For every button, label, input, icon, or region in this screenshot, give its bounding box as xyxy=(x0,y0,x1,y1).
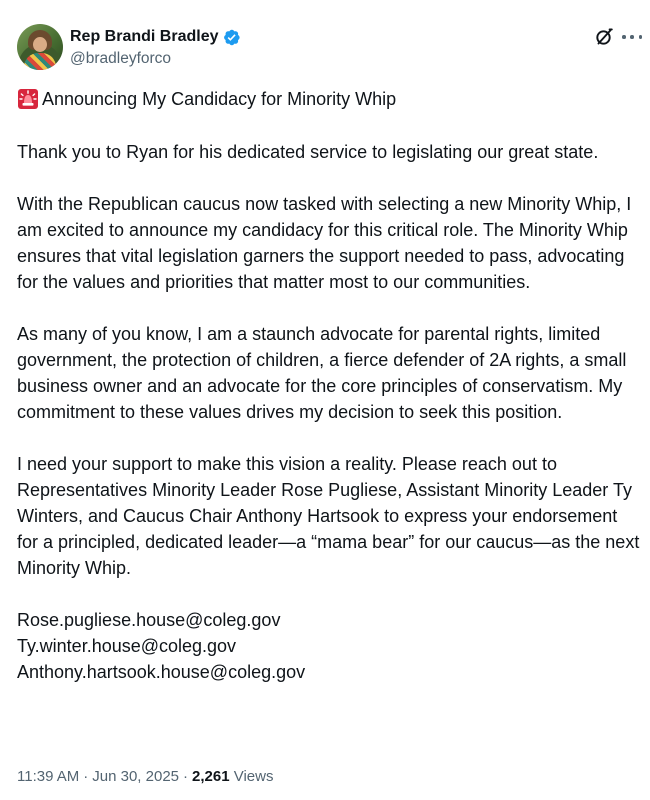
author-name-row xyxy=(70,27,241,47)
author-handle[interactable]: @bradleyforco xyxy=(70,50,172,67)
tweet-headline xyxy=(17,86,642,112)
views-count: 2,261 xyxy=(192,768,230,785)
avatar-shirt xyxy=(24,53,56,70)
avatar-face xyxy=(33,37,47,52)
post-date[interactable]: Jun 30, 2025 xyxy=(92,768,180,785)
email-anthony-hartsook: Anthony.hartsook.house@coleg.gov xyxy=(17,662,306,682)
post-time[interactable]: 11:39 AM xyxy=(17,768,80,785)
rotating-light-emoji-icon xyxy=(17,88,39,110)
grok-icon[interactable] xyxy=(594,27,614,47)
meta-separator: · xyxy=(83,768,89,785)
tweet-meta xyxy=(17,767,273,787)
paragraph-values: As many of you know, I am a staunch advocate for parental rights, limited government, the protection of children, a fierce defender of 2A rights, a small business owner and an advocate for the core principles of conservatism. My commitment to these values drives my decision to seek this position. xyxy=(17,324,627,422)
paragraph-announcement: With the Republican caucus now tasked with selecting a new Minority Whip, I am excited to announce my candidacy for this critical role. The Minority Whip ensures that vital legislation garners the support needed to pass, advocating for the values and priorities that matter most to our communities. xyxy=(17,194,632,292)
views-label: Views xyxy=(233,768,274,785)
more-options-icon[interactable] xyxy=(622,30,642,44)
more-dot xyxy=(639,35,643,39)
email-list xyxy=(17,607,642,685)
more-dot xyxy=(622,35,626,39)
email-ty-winter: Ty.winter.house@coleg.gov xyxy=(17,636,237,656)
tweet-body xyxy=(17,86,642,685)
author-display-name[interactable]: Rep Brandi Bradley xyxy=(70,28,219,45)
paragraph-thanks: Thank you to Ryan for his dedicated service to legislating our great state. xyxy=(17,142,599,162)
verified-badge-icon[interactable] xyxy=(222,28,241,47)
more-dot xyxy=(630,35,634,39)
email-rose-pugliese: Rose.pugliese.house@coleg.gov xyxy=(17,610,281,630)
headline-text: Announcing My Candidacy for Minority Whip xyxy=(42,89,397,109)
meta-separator: · xyxy=(183,768,189,785)
avatar[interactable] xyxy=(17,24,63,70)
paragraph-call-to-action: I need your support to make this vision a reality. Please reach out to Representatives Minority Leader Rose Pugliese, Assistant Minority Leader Ty Winters, and Caucus Chair Anthony Hartsook to express your endorsement for a principled, dedicated leader—a “mama bear” for our caucus—as the next Minority Whip. xyxy=(17,454,640,578)
